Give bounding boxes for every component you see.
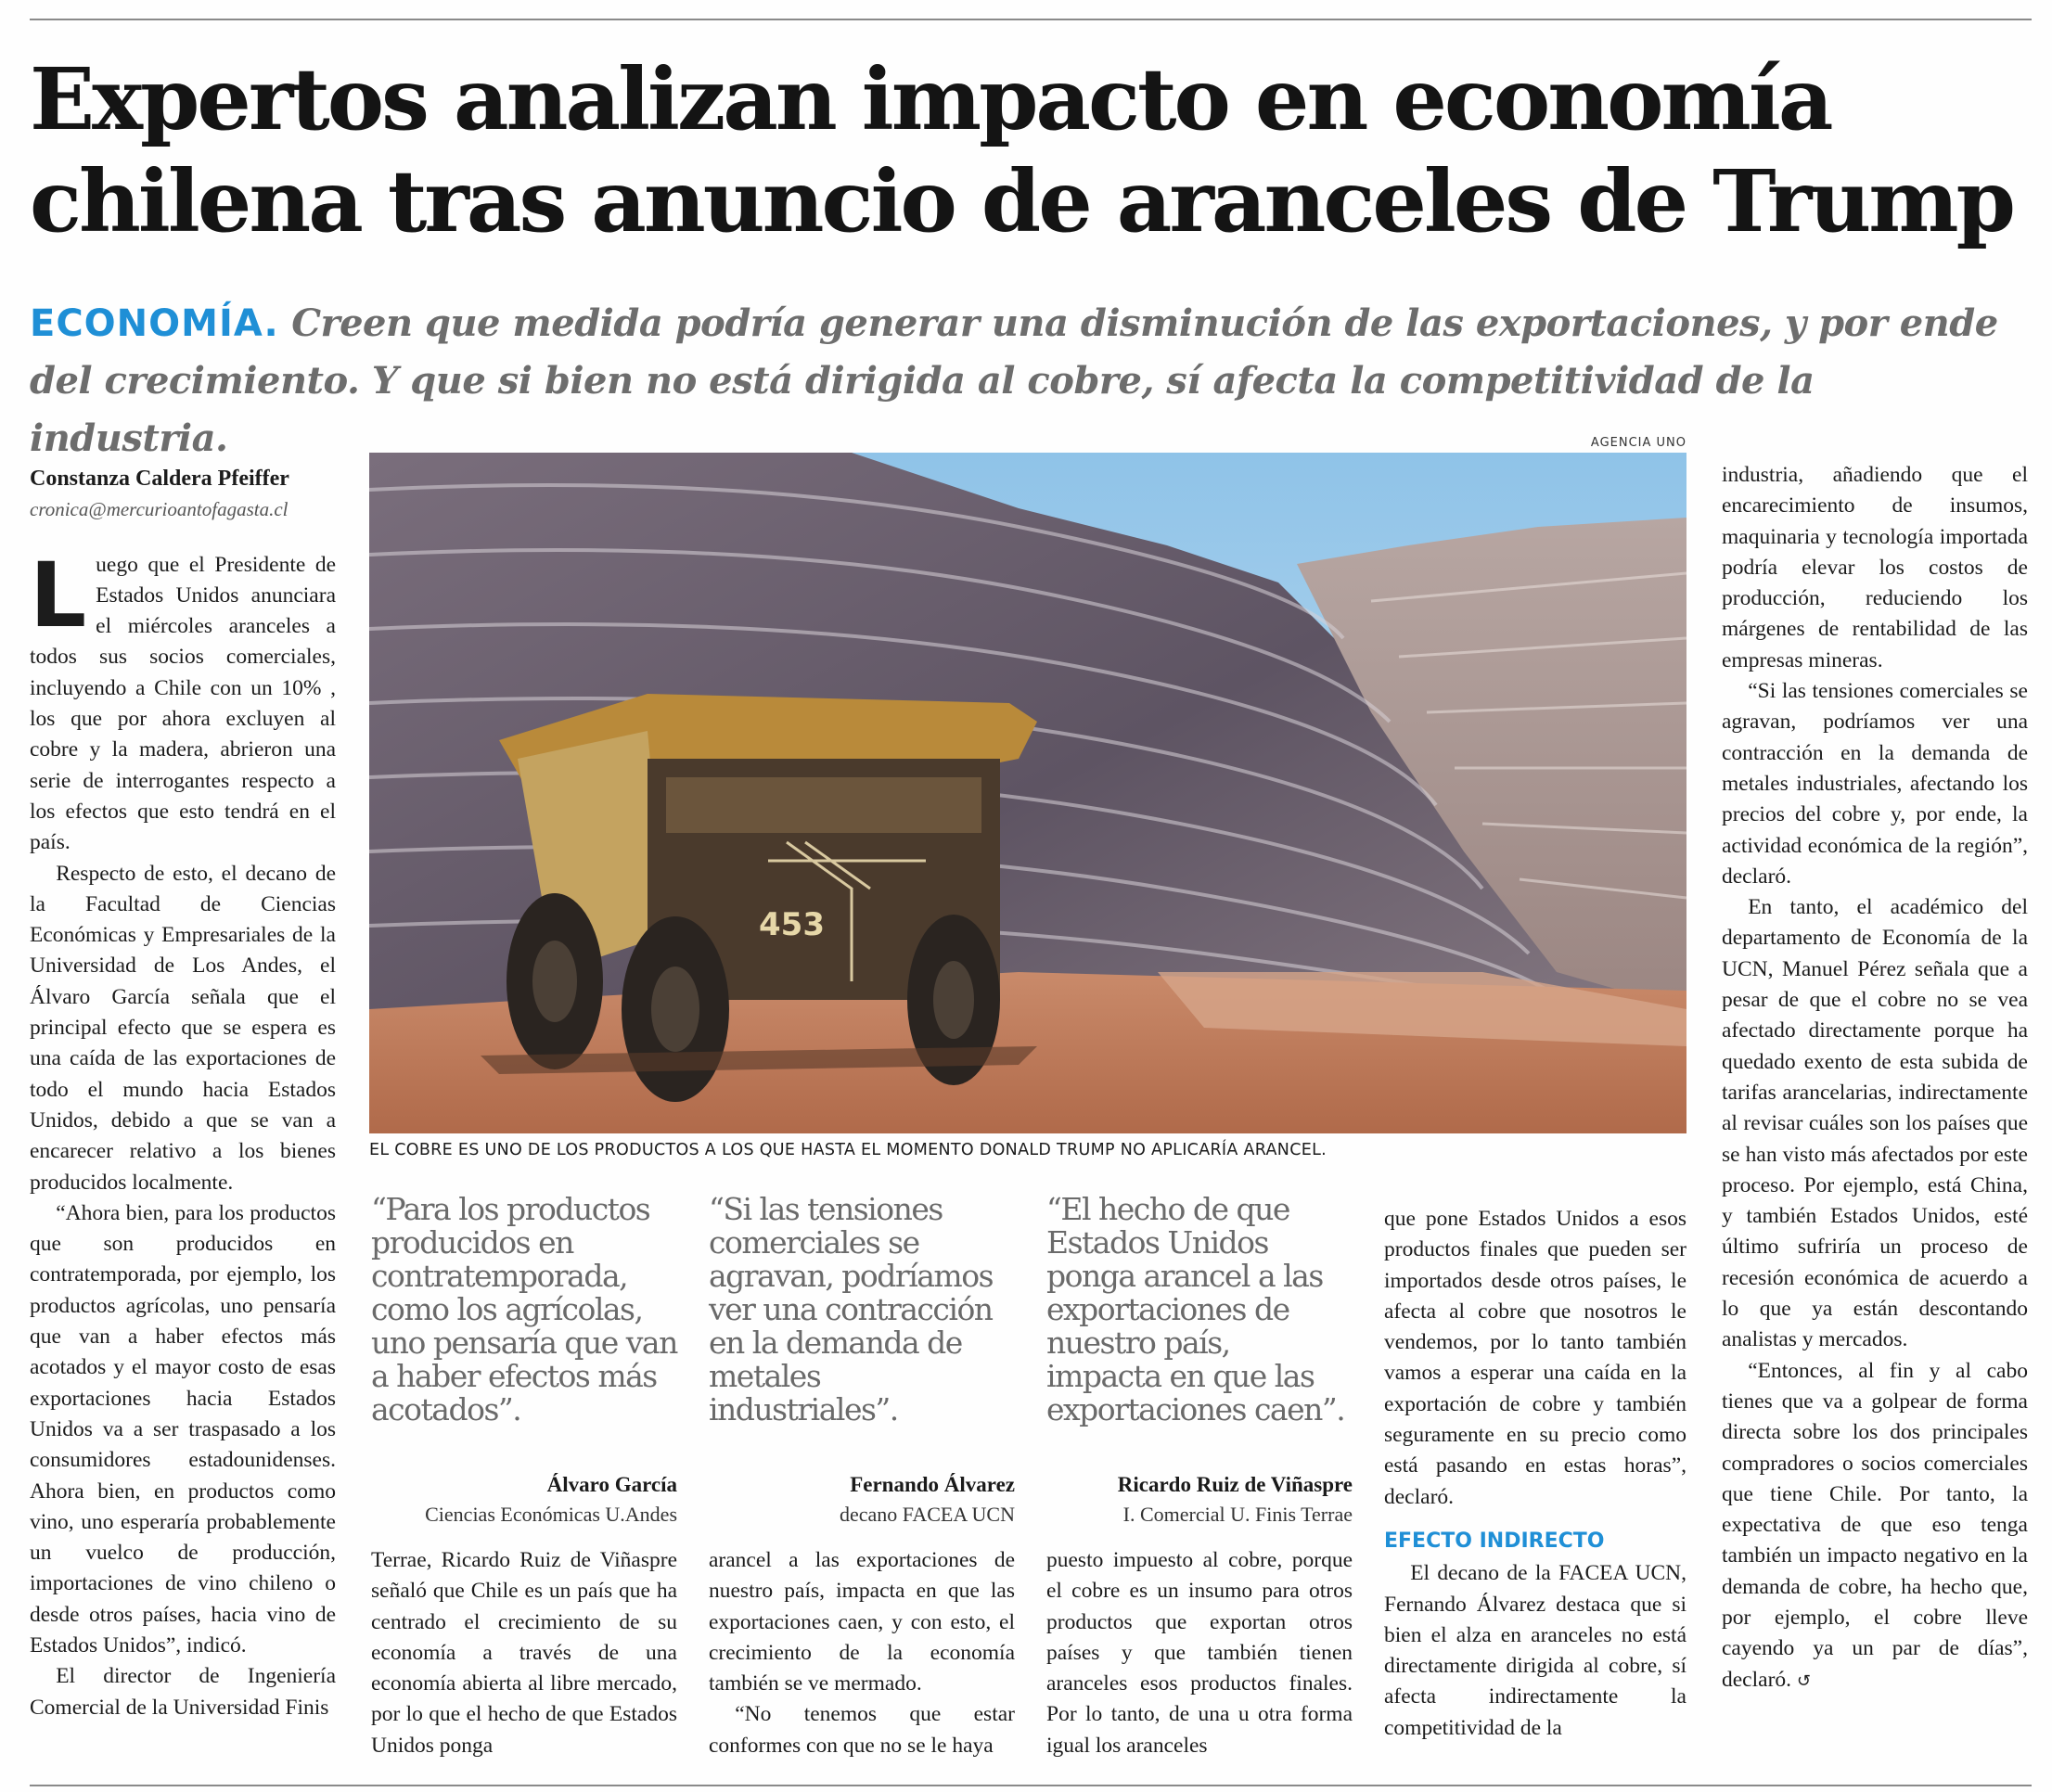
paragraph: “Ahora bien, para los productos que son producidos en contratemporada, por ejemplo, los productos agrícolas, uno pensaría que van a haber efectos más acotados y el mayor costo de esas exportaciones hacia Estados Unidos va a ser traspasado a los consumidores estadounidenses. Ahora bien, en productos como vino, uno esperaría probablemente un vuelco de producción, importaciones de vino chileno o desde otros países, hacia vino de Estados Unidos”, indicó. — [30, 1200, 336, 1658]
paragraph: Respecto de esto, el decano de la Facultad de Ciencias Económicas y Empresariales de la Universidad de Los Andes, el Álvaro García señala que el principal efecto que se espera es una caída de las exportaciones de todo el mundo hacia Estados Unidos, debido a que se van a encarecer relativo a los bienes producidos localmente. — [30, 861, 336, 1195]
paragraph: El decano de la FACEA UCN, Fernando Álvarez destaca que si bien el alza en aranceles no está directamente dirigida al cobre, sí afecta indirectamente la competitividad de la — [1384, 1561, 1686, 1740]
end-mark-icon: ↺ — [1796, 1670, 1811, 1691]
headline-line-1: Expertos analizan impacto en economía — [30, 49, 1831, 149]
quote-role: Ciencias Económicas U.Andes — [425, 1503, 677, 1526]
paragraph: “Si las tensiones comerciales se agravan, podríamos ver una contracción en la demanda de metales industriales, afectando los precios del cobre y, por ende, la actividad económica de la región”, declaró. — [1722, 679, 2028, 889]
quote-text: “El hecho de que Estados Unidos ponga arancel a las exportaciones de nuestro país, impacta en que las exportaciones caen”. — [1046, 1191, 1345, 1427]
mine-truck-photo — [369, 453, 1686, 1133]
quote-role: decano FACEA UCN — [839, 1503, 1015, 1526]
quote-name: Ricardo Ruiz de Viñaspre — [1117, 1473, 1353, 1496]
pull-quote-2 — [709, 1193, 1015, 1527]
photo-credit: AGENCIA UNO — [1590, 436, 1686, 450]
lead-text: uego que el Presidente de Estados Unidos anunciara el miércoles aranceles a todos sus socios comerciales, incluyendo a Chile con un 10% , los que por ahora excluyen al cobre y la madera, abrieron una serie de interrogantes respecto a los efectos que esto tendrá en el país. — [30, 552, 336, 855]
quote-name: Álvaro García — [546, 1473, 677, 1496]
pull-quote-1 — [371, 1193, 677, 1527]
truck-number: 453 — [759, 906, 825, 943]
column-1 — [30, 464, 336, 1723]
lead-paragraph — [30, 543, 336, 859]
quote-text: “Para los productos producidos en contratemporada, como los agrícolas, uno pensaría que van a haber efectos más acotados”. — [371, 1191, 677, 1427]
deck-text: Creen que medida podría generar una disminución de las exportaciones, y por ende del crecimiento. Y que si bien no está dirigida al cobre, sí afecta la competitividad de la industria. — [30, 301, 1998, 460]
quote-text: “Si las tensiones comerciales se agravan, podríamos ver una contracción en la demanda de metales industriales”. — [709, 1191, 994, 1427]
paragraph: arancel a las exportaciones de nuestro país, impacta en que las exportaciones caen, y con esto, el crecimiento de la economía también se ve mermado. — [709, 1548, 1015, 1696]
dropcap: L — [30, 543, 87, 647]
paragraph: “No tenemos que estar conformes con que no se le haya — [709, 1702, 1015, 1758]
column-5 — [1384, 1204, 1686, 1744]
byline-email: cronica@mercurioantofagasta.cl — [30, 498, 289, 521]
deck — [30, 295, 2024, 467]
top-rule — [30, 19, 2032, 20]
paragraph: puesto impuesto al cobre, porque el cobre es un insumo para otros productos que exportan otros países y que también tienen aranceles esos productos finales. Por lo tanto, de una u otra forma igual los aranceles — [1046, 1548, 1353, 1758]
photo-caption: EL COBRE ES UNO DE LOS PRODUCTOS A LOS QUE HASTA EL MOMENTO DONALD TRUMP NO APLICARÍA ARANCEL. — [369, 1141, 1327, 1159]
section-label: ECONOMÍA. — [30, 302, 279, 345]
column-4 — [1046, 1545, 1353, 1761]
paragraph: Terrae, Ricardo Ruiz de Viñaspre señaló que Chile es un país que ha centrado el crecimiento de su economía a través de una economía abierta al libre mercado, por lo que el hecho de que Estados Unidos ponga — [371, 1548, 677, 1758]
headline-line-2: chilena tras anuncio de aranceles de Trump — [30, 151, 2013, 251]
quote-role: I. Comercial U. Finis Terrae — [1122, 1503, 1353, 1526]
paragraph — [1722, 1356, 2028, 1696]
byline-author: Constanza Caldera Pfeiffer — [30, 467, 289, 491]
pull-quote-3 — [1046, 1193, 1353, 1527]
paragraph: En tanto, el académico del departamento de Economía de la UCN, Manuel Pérez señala que a pesar de que el cobre no se vea afectado directamente porque ha quedado exento de esta subida de tarifas arancelarias, indirectamente al revisar cuáles son los países que se han visto más afectados por este proceso. Por ejemplo, está China, y también Estados Unidos, esté último sufriría un proceso de recesión económica de acuerdo a lo que ya están descontando analistas y mercados. — [1722, 895, 2028, 1352]
headline — [30, 48, 2043, 252]
subhead-efecto-indirecto: EFECTO INDIRECTO — [1384, 1529, 1605, 1553]
column-6 — [1722, 460, 2028, 1696]
column-2 — [371, 1545, 677, 1761]
paragraph-text: “Entonces, al fin y al cabo tienes que va a golpear de forma directa sobre los dos principales compradores o socios comerciales que tiene Chile. Por tanto, la expectativa de que eso tenga también un impacto negativo en la demanda de cobre, ha hecho que, por ejemplo, el cobre lleve cayendo ya un par de días”, declaró. — [1722, 1358, 2028, 1692]
paragraph: que pone Estados Unidos a esos productos finales que pueden ser importados desde otros países, le afecta al cobre que nosotros le vendemos, por lo tanto también vamos a esperar una caída en la exportación de cobre y también seguramente en su precio como está pasando en estas horas”, declaró. — [1384, 1207, 1686, 1509]
column-3 — [709, 1545, 1015, 1761]
paragraph: El director de Ingeniería Comercial de la Universidad Finis — [30, 1664, 336, 1720]
bottom-rule — [30, 1785, 2032, 1786]
quote-name: Fernando Álvarez — [850, 1473, 1015, 1496]
paragraph: industria, añadiendo que el encarecimiento de insumos, maquinaria y tecnología importada podría elevar los costos de producción, reduciendo los márgenes de rentabilidad de las empresas mineras. — [1722, 463, 2028, 672]
